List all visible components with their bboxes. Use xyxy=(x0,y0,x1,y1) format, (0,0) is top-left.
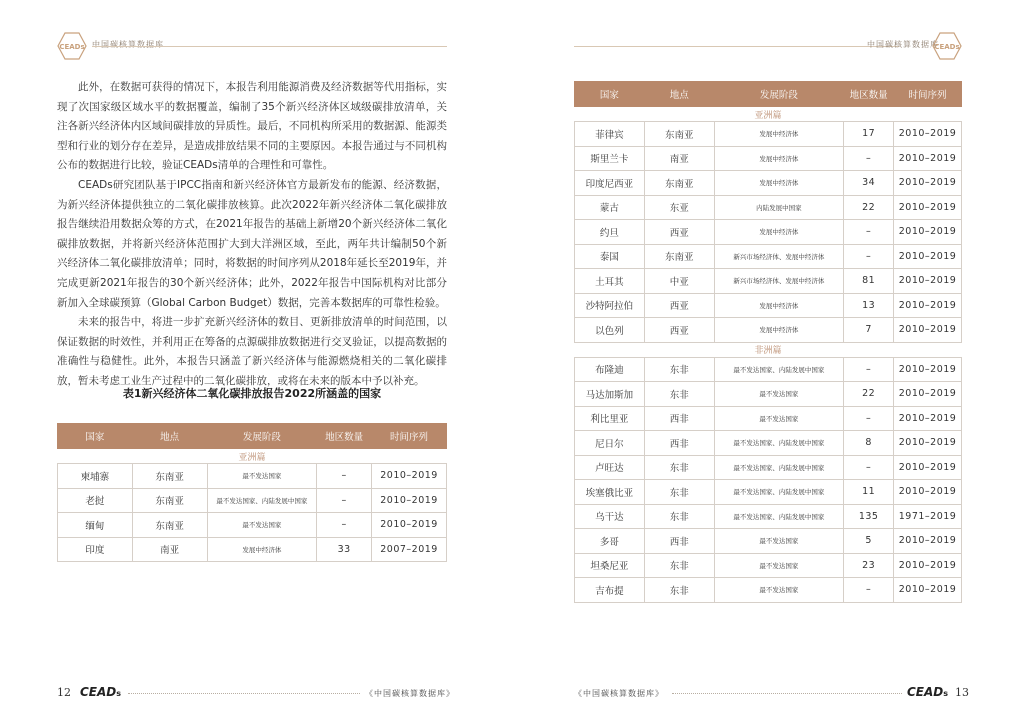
cell-stage: 最不发达国家 xyxy=(714,382,844,407)
table-row xyxy=(58,488,447,513)
cell-years: 2010–2019 xyxy=(894,406,962,431)
cell-years: 2010–2019 xyxy=(894,529,962,554)
cell-country: 印度尼西亚 xyxy=(575,171,645,196)
cell-location: 东非 xyxy=(644,578,714,603)
cell-stage: 最不发达国家 xyxy=(714,406,844,431)
header-divider xyxy=(574,46,899,47)
body-text xyxy=(57,78,447,392)
cell-country: 沙特阿拉伯 xyxy=(575,293,645,318)
cell-location: 东南亚 xyxy=(644,171,714,196)
cell-country: 柬埔寨 xyxy=(58,464,133,489)
cell-stage: 最不发达国家、内陆发展中国家 xyxy=(714,480,844,505)
cell-location: 南亚 xyxy=(644,146,714,171)
cell-regions: 33 xyxy=(317,537,372,562)
cell-years: 2010–2019 xyxy=(894,455,962,480)
cell-regions: – xyxy=(317,488,372,513)
footer-brand-logo xyxy=(80,685,121,699)
logo-text: CEADs xyxy=(59,43,85,51)
cell-location: 东南亚 xyxy=(132,488,207,513)
cell-stage: 最不发达国家 xyxy=(714,578,844,603)
cell-regions: – xyxy=(844,578,894,603)
cell-location: 东南亚 xyxy=(644,244,714,269)
cell-stage: 最不发达国家 xyxy=(207,464,317,489)
cell-stage: 最不发达国家、内陆发展中国家 xyxy=(207,488,317,513)
countries-table-right xyxy=(574,81,962,603)
cell-years: 2010–2019 xyxy=(894,122,962,147)
footer-brand-suffix: s xyxy=(116,689,122,698)
cell-years: 1971–2019 xyxy=(894,504,962,529)
cell-years: 2010–2019 xyxy=(894,480,962,505)
cell-regions: – xyxy=(844,146,894,171)
table-row xyxy=(575,382,962,407)
cell-years: 2010–2019 xyxy=(372,513,447,538)
col-header-years: 时间序列 xyxy=(894,82,962,107)
cell-country: 印度 xyxy=(58,537,133,562)
page-number: 12 xyxy=(57,686,71,699)
cell-location: 西非 xyxy=(644,431,714,456)
section-row xyxy=(575,342,962,357)
cell-location: 南亚 xyxy=(132,537,207,562)
col-header-country: 国家 xyxy=(58,424,133,449)
cell-location: 东非 xyxy=(644,455,714,480)
cell-regions: 7 xyxy=(844,318,894,343)
cell-years: 2010–2019 xyxy=(894,171,962,196)
right-page xyxy=(512,0,1024,728)
paragraph: 未来的报告中，将进一步扩充新兴经济体的数目、更新排放清单的时间范围，以保证数据的时效性，并利用正在筹备的点源碳排放数据进行交叉验证，以提高数据的准确性与稳健性。此外，本报告只涵盖了新兴经济体与能源燃烧相关的二氧化碳排放，暂未考虑工业生产过程中的二氧化碳排放，或将在未来的版本中予以补充。 xyxy=(57,316,447,387)
table-row xyxy=(575,122,962,147)
cell-stage: 发展中经济体 xyxy=(714,318,844,343)
cell-stage: 发展中经济体 xyxy=(714,220,844,245)
section-label-asia: 亚洲篇 xyxy=(58,449,447,464)
cell-country: 布隆迪 xyxy=(575,357,645,382)
cell-country: 土耳其 xyxy=(575,269,645,294)
table-row xyxy=(58,513,447,538)
table-row xyxy=(575,318,962,343)
col-header-location: 地点 xyxy=(644,82,714,107)
col-header-stage: 发展阶段 xyxy=(207,424,317,449)
cell-regions: – xyxy=(317,464,372,489)
cell-years: 2010–2019 xyxy=(894,293,962,318)
cell-location: 东非 xyxy=(644,480,714,505)
section-row xyxy=(58,449,447,464)
cell-country: 埃塞俄比亚 xyxy=(575,480,645,505)
header-title: 中国碳核算数据库 xyxy=(867,40,939,49)
cell-years: 2010–2019 xyxy=(894,553,962,578)
cell-years: 2010–2019 xyxy=(894,195,962,220)
cell-years: 2010–2019 xyxy=(894,382,962,407)
cell-years: 2010–2019 xyxy=(894,269,962,294)
cell-stage: 最不发达国家 xyxy=(714,529,844,554)
header-divider xyxy=(92,46,447,47)
cell-regions: 81 xyxy=(844,269,894,294)
cell-location: 东非 xyxy=(644,553,714,578)
section-label-asia: 亚洲篇 xyxy=(575,107,962,122)
col-header-years: 时间序列 xyxy=(372,424,447,449)
footer-brand-text: CEAD xyxy=(80,685,117,699)
cell-years: 2010–2019 xyxy=(894,578,962,603)
table-row xyxy=(575,431,962,456)
cell-stage: 发展中经济体 xyxy=(714,146,844,171)
cell-stage: 发展中经济体 xyxy=(714,293,844,318)
cell-country: 老挝 xyxy=(58,488,133,513)
table-row xyxy=(575,171,962,196)
cell-stage: 最不发达国家、内陆发展中国家 xyxy=(714,455,844,480)
cell-years: 2010–2019 xyxy=(894,318,962,343)
cell-location: 东亚 xyxy=(644,195,714,220)
header-title: 中国碳核算数据库 xyxy=(92,40,164,49)
cell-country: 利比里亚 xyxy=(575,406,645,431)
table-header-row xyxy=(575,82,962,107)
cell-country: 缅甸 xyxy=(58,513,133,538)
page-number: 13 xyxy=(955,686,969,699)
table-row xyxy=(575,455,962,480)
footer-divider xyxy=(128,693,360,694)
cell-regions: – xyxy=(844,220,894,245)
cell-stage: 新兴市场经济体、发展中经济体 xyxy=(714,244,844,269)
cell-location: 东南亚 xyxy=(132,513,207,538)
cell-location: 东非 xyxy=(644,504,714,529)
section-row xyxy=(575,107,962,122)
cell-regions: – xyxy=(844,406,894,431)
cell-country: 乌干达 xyxy=(575,504,645,529)
cell-regions: – xyxy=(844,357,894,382)
cell-stage: 新兴市场经济体、发展中经济体 xyxy=(714,269,844,294)
cell-country: 斯里兰卡 xyxy=(575,146,645,171)
cell-regions: 22 xyxy=(844,382,894,407)
cell-years: 2007–2019 xyxy=(372,537,447,562)
cell-location: 东非 xyxy=(644,357,714,382)
table-row xyxy=(575,480,962,505)
paragraph: 此外，在数据可获得的情况下，本报告利用能源消费及经济数据等代用指标，实现了次国家级区域水平的数据覆盖，编制了35个新兴经济体区域级碳排放清单，关注各新兴经济体内区域间碳排放的异质性。最后，不同机构所采用的数据源、能源类型和行业的划分存在差异，是造成排放结果不同的主要原因。本报告通过与不同机构公布的数据进行比较，验证CEADs清单的合理性和可靠性。 xyxy=(57,81,447,172)
cell-location: 东南亚 xyxy=(132,464,207,489)
footer-title: 《中国碳核算数据库》 xyxy=(365,689,455,698)
cell-regions: – xyxy=(844,244,894,269)
table-row xyxy=(575,269,962,294)
table-row xyxy=(575,504,962,529)
cell-location: 西亚 xyxy=(644,318,714,343)
cell-years: 2010–2019 xyxy=(894,431,962,456)
cell-location: 西亚 xyxy=(644,220,714,245)
cell-country: 以色列 xyxy=(575,318,645,343)
cell-stage: 最不发达国家、内陆发展中国家 xyxy=(714,504,844,529)
cell-stage: 最不发达国家 xyxy=(207,513,317,538)
table-row xyxy=(575,357,962,382)
cell-country: 泰国 xyxy=(575,244,645,269)
col-header-regions: 地区数量 xyxy=(844,82,894,107)
cell-regions: – xyxy=(844,455,894,480)
cell-regions: 34 xyxy=(844,171,894,196)
table-row xyxy=(575,529,962,554)
footer-brand-logo xyxy=(907,685,948,699)
col-header-stage: 发展阶段 xyxy=(714,82,844,107)
cell-location: 西非 xyxy=(644,529,714,554)
col-header-regions: 地区数量 xyxy=(317,424,372,449)
ceads-logo-icon xyxy=(57,31,87,61)
cell-regions: – xyxy=(317,513,372,538)
cell-regions: 5 xyxy=(844,529,894,554)
ceads-logo-icon xyxy=(932,31,962,61)
cell-stage: 最不发达国家、内陆发展中国家 xyxy=(714,357,844,382)
cell-country: 卢旺达 xyxy=(575,455,645,480)
footer-divider xyxy=(672,693,902,694)
table-row xyxy=(575,220,962,245)
cell-regions: 17 xyxy=(844,122,894,147)
cell-stage: 最不发达国家 xyxy=(714,553,844,578)
footer-brand-text: CEAD xyxy=(907,685,944,699)
cell-regions: 11 xyxy=(844,480,894,505)
table-row xyxy=(575,553,962,578)
table-row xyxy=(575,406,962,431)
logo-text: CEADs xyxy=(934,43,960,51)
cell-stage: 发展中经济体 xyxy=(714,171,844,196)
paragraph: CEADs研究团队基于IPCC指南和新兴经济体官方最新发布的能源、经济数据，为新兴经济体提供独立的二氧化碳排放核算。此次2022年新兴经济体二氧化碳排放报告继续沿用数据众筹的方式，在2021年报告的基础上新增20个新兴经济体二氧化碳排放数据，并将新兴经济体范围扩大到大洋洲区域，至此，两年共计编制50个新兴经济体二氧化碳排放清单；同时，将数据的时间序列从2018年延长至2019年，并完成更新2021年报告的30个新兴经济体；此外，2022年报告中国际机构对比部分新加入全球碳预算（Global Carbon Budget）数据，完善本数据库的可靠性检验。 xyxy=(57,178,447,309)
col-header-location: 地点 xyxy=(132,424,207,449)
cell-location: 中亚 xyxy=(644,269,714,294)
cell-years: 2010–2019 xyxy=(372,488,447,513)
table-caption: 表1新兴经济体二氧化碳排放报告2022所涵盖的国家 xyxy=(122,387,382,400)
cell-regions: 13 xyxy=(844,293,894,318)
cell-country: 菲律宾 xyxy=(575,122,645,147)
countries-table-left xyxy=(57,423,447,562)
cell-regions: 135 xyxy=(844,504,894,529)
cell-country: 坦桑尼亚 xyxy=(575,553,645,578)
table-row xyxy=(58,464,447,489)
cell-country: 蒙古 xyxy=(575,195,645,220)
cell-years: 2010–2019 xyxy=(894,357,962,382)
cell-stage: 发展中经济体 xyxy=(714,122,844,147)
col-header-country: 国家 xyxy=(575,82,645,107)
cell-location: 西亚 xyxy=(644,293,714,318)
cell-stage: 发展中经济体 xyxy=(207,537,317,562)
cell-country: 吉布提 xyxy=(575,578,645,603)
section-label-africa: 非洲篇 xyxy=(575,342,962,357)
cell-regions: 23 xyxy=(844,553,894,578)
table-row xyxy=(575,146,962,171)
cell-stage: 内陆发展中国家 xyxy=(714,195,844,220)
cell-location: 东非 xyxy=(644,382,714,407)
cell-location: 西非 xyxy=(644,406,714,431)
cell-years: 2010–2019 xyxy=(372,464,447,489)
cell-country: 约旦 xyxy=(575,220,645,245)
table-row xyxy=(575,195,962,220)
cell-country: 马达加斯加 xyxy=(575,382,645,407)
cell-regions: 22 xyxy=(844,195,894,220)
footer-brand-suffix: s xyxy=(943,689,949,698)
cell-regions: 8 xyxy=(844,431,894,456)
table-row xyxy=(575,244,962,269)
table-header-row xyxy=(58,424,447,449)
table-row xyxy=(58,537,447,562)
footer-title: 《中国碳核算数据库》 xyxy=(574,689,664,698)
cell-stage: 最不发达国家、内陆发展中国家 xyxy=(714,431,844,456)
table-row xyxy=(575,293,962,318)
cell-years: 2010–2019 xyxy=(894,146,962,171)
cell-location: 东南亚 xyxy=(644,122,714,147)
cell-years: 2010–2019 xyxy=(894,244,962,269)
cell-years: 2010–2019 xyxy=(894,220,962,245)
cell-country: 多哥 xyxy=(575,529,645,554)
table-row xyxy=(575,578,962,603)
cell-country: 尼日尔 xyxy=(575,431,645,456)
